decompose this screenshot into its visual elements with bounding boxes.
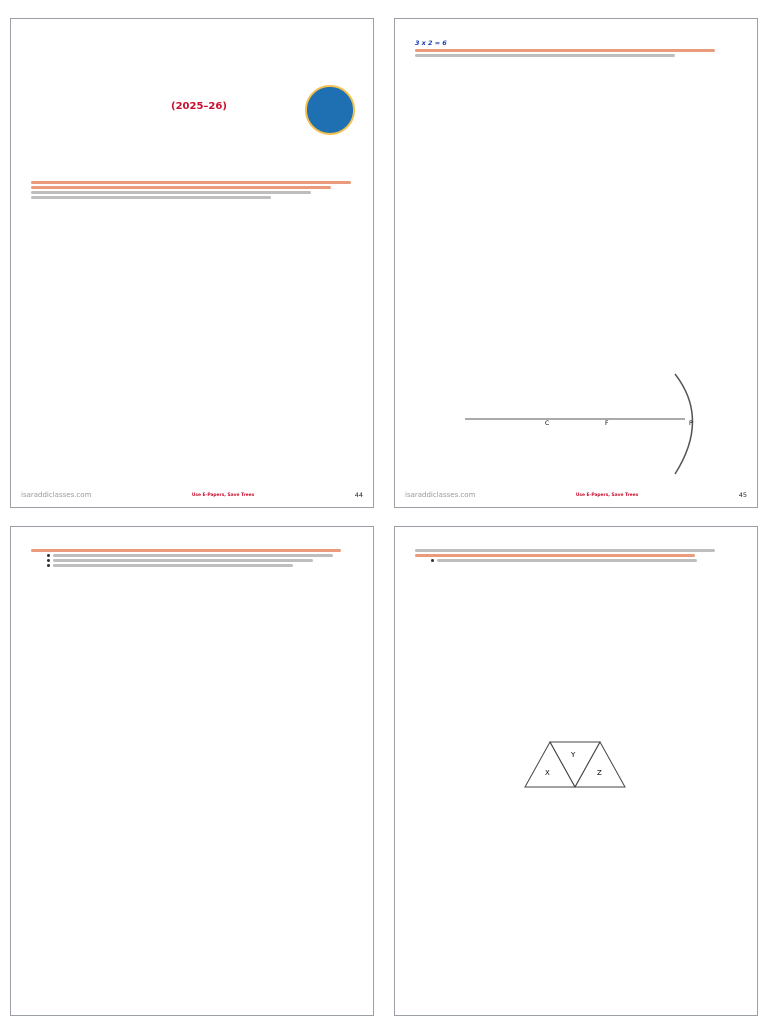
label-Y: Y bbox=[571, 751, 576, 759]
label-P: P bbox=[689, 420, 693, 427]
page-47-body bbox=[415, 547, 745, 564]
label-X: X bbox=[545, 769, 550, 777]
page-45-body bbox=[415, 39, 745, 59]
prism-Z bbox=[575, 742, 625, 787]
footer-site: isaraddiclasses.com bbox=[21, 491, 92, 499]
page-46-body bbox=[31, 547, 361, 569]
footer-slogan: Use E-Papers, Save Trees bbox=[575, 492, 639, 498]
label-C: C bbox=[545, 420, 550, 427]
exam-page-45 bbox=[394, 18, 758, 508]
prism-Y bbox=[550, 742, 600, 787]
concave-mirror-ray-diagram bbox=[465, 369, 715, 479]
page-44-body bbox=[31, 179, 361, 201]
exam-page-47 bbox=[394, 526, 758, 1016]
section-marks: 3 x 2 = 6 bbox=[415, 39, 447, 47]
year-badge: (2025–26) bbox=[171, 101, 227, 112]
page-footer bbox=[405, 491, 747, 499]
label-Z: Z bbox=[597, 769, 602, 777]
label-F: F bbox=[605, 420, 609, 427]
board-emblem bbox=[305, 85, 355, 135]
exam-page-44 bbox=[10, 18, 374, 508]
page-footer bbox=[21, 491, 363, 499]
footer-slogan: Use E-Papers, Save Trees bbox=[191, 492, 255, 498]
page-number: 45 bbox=[738, 491, 747, 499]
exam-page-46 bbox=[10, 526, 374, 1016]
prism-dispersion-diagram bbox=[505, 727, 645, 797]
footer-site: isaraddiclasses.com bbox=[405, 491, 476, 499]
page-number: 44 bbox=[354, 491, 363, 499]
prism-X bbox=[525, 742, 575, 787]
